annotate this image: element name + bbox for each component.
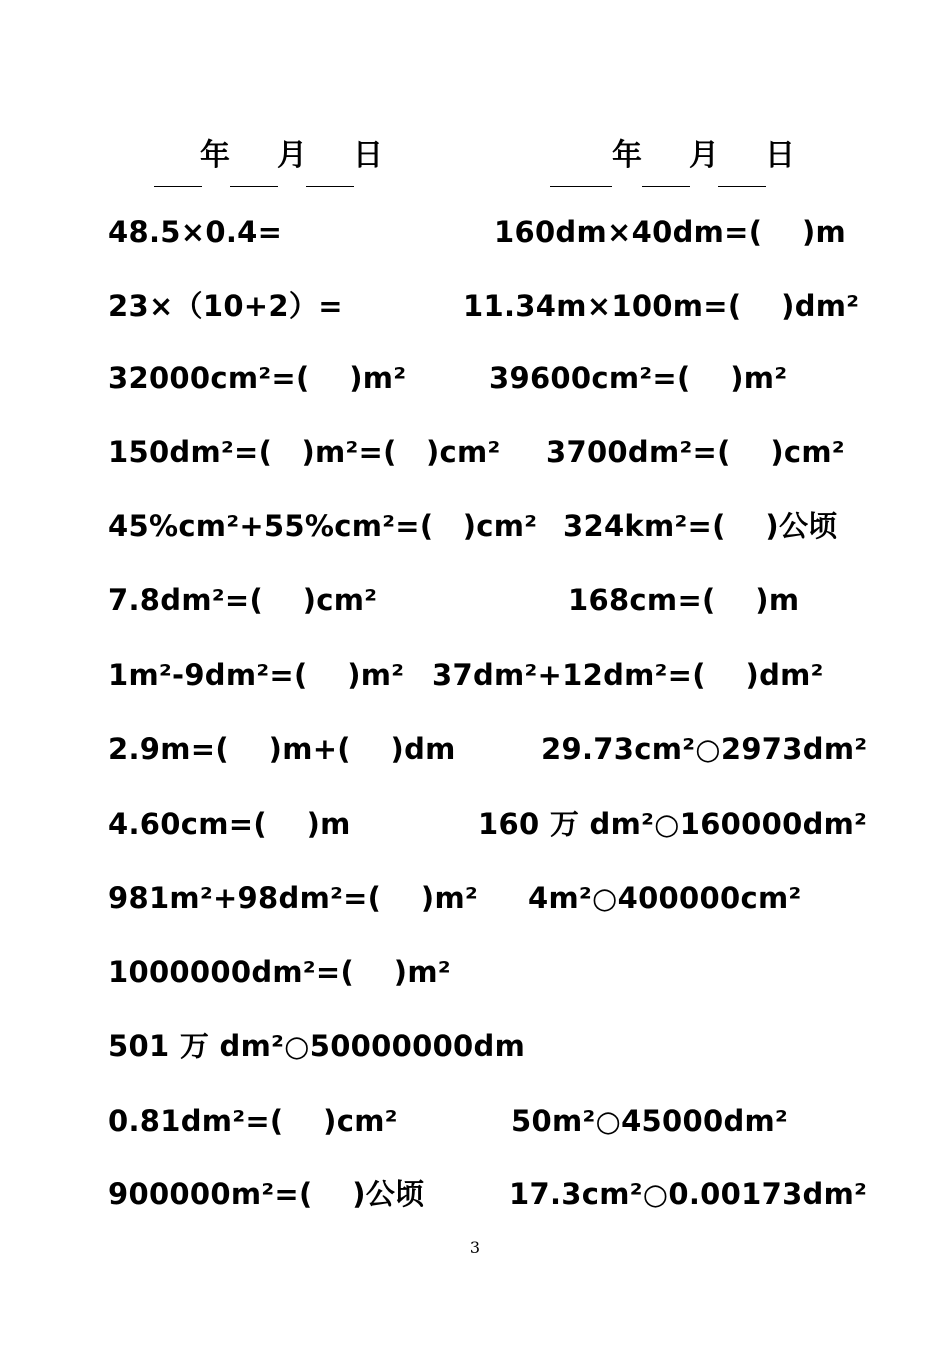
exercise-left: 4.60cm=( )m — [108, 807, 351, 841]
exercise-right: 160 万 dm²○160000dm² — [478, 807, 868, 841]
exercise-right: 160dm×40dm=( )m — [494, 215, 847, 249]
exercise-right: 39600cm²=( )m² — [489, 361, 788, 395]
exercise-left: 45%cm²+55%cm²=( )cm² — [108, 509, 538, 543]
year-blank[interactable] — [154, 186, 202, 187]
exercise-left: 2.9m=( )m+( )dm — [108, 732, 456, 766]
exercise-left: 23×（10+2）= — [108, 289, 343, 323]
exercise-left: 1000000dm²=( )m² — [108, 955, 451, 989]
exercise-left: 32000cm²=( )m² — [108, 361, 407, 395]
exercise-right: 29.73cm²○2973dm² — [541, 732, 868, 766]
exercise-left: 48.5×0.4= — [108, 215, 283, 249]
exercise-left: 501 万 dm²○50000000dm — [108, 1029, 526, 1063]
exercise-right: 11.34m×100m=( )dm² — [463, 289, 860, 323]
exercise-right: 17.3cm²○0.00173dm² — [509, 1177, 868, 1211]
exercise-right: 324km²=( )公顷 — [563, 509, 838, 543]
year-blank[interactable] — [550, 186, 612, 187]
exercise-right: 168cm=( )m — [568, 583, 800, 617]
exercise-right: 50m²○45000dm² — [511, 1104, 789, 1138]
year-label: 年 — [200, 138, 230, 173]
month-blank[interactable] — [642, 186, 690, 187]
day-label: 日 — [353, 138, 383, 173]
exercise-left: 900000m²=( )公顷 — [108, 1177, 425, 1211]
exercise-left: 150dm²=( )m²=( )cm² — [108, 435, 501, 469]
exercise-left: 7.8dm²=( )cm² — [108, 583, 378, 617]
day-blank[interactable] — [306, 186, 354, 187]
exercise-left: 1m²-9dm²=( )m² — [108, 658, 405, 692]
exercise-right: 4m²○400000cm² — [528, 881, 802, 915]
month-blank[interactable] — [230, 186, 278, 187]
day-label: 日 — [765, 138, 795, 173]
year-label: 年 — [612, 138, 642, 173]
page-number: 3 — [469, 1238, 481, 1257]
exercise-left: 981m²+98dm²=( )m² — [108, 881, 479, 915]
day-blank[interactable] — [718, 186, 766, 187]
exercise-right: 37dm²+12dm²=( )dm² — [432, 658, 824, 692]
month-label: 月 — [277, 138, 307, 173]
month-label: 月 — [689, 138, 719, 173]
exercise-right: 3700dm²=( )cm² — [546, 435, 845, 469]
exercise-left: 0.81dm²=( )cm² — [108, 1104, 398, 1138]
